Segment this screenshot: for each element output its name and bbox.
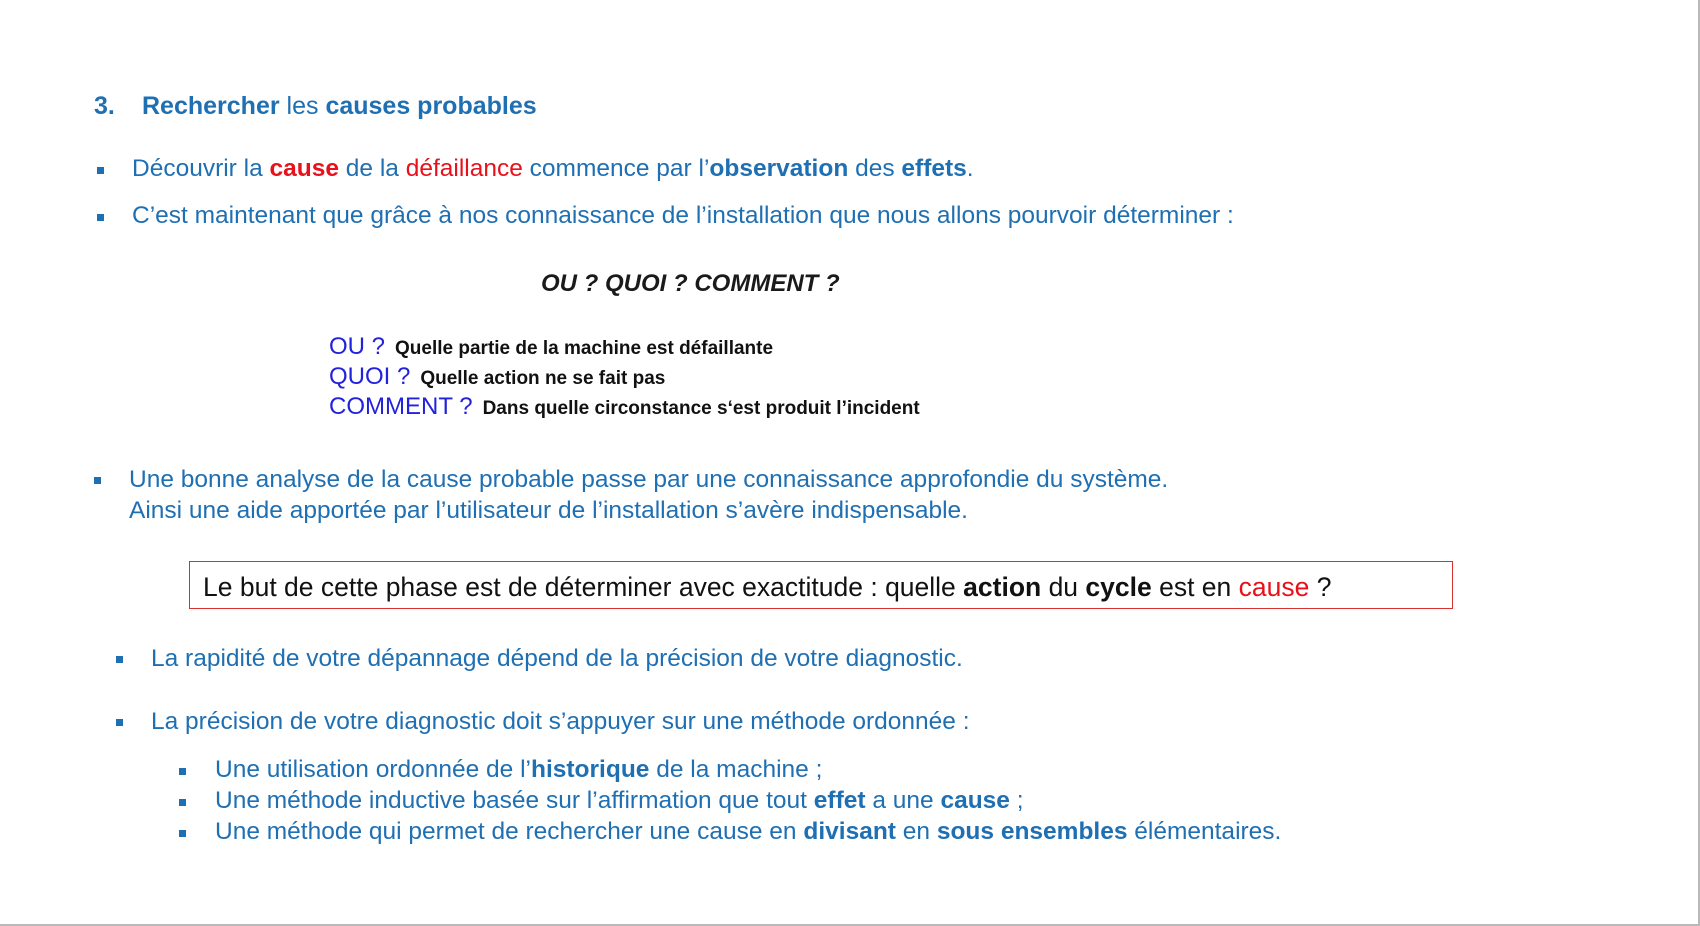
- question-row-ou: [329, 333, 773, 361]
- text-segment: .: [966, 155, 974, 182]
- question-text: Quelle partie de la machine est défaillante: [395, 338, 774, 359]
- question-label: QUOI ?: [329, 363, 411, 390]
- sub-bullet-historique: [215, 756, 822, 784]
- keyword-sous-ensembles: sous ensembles: [936, 818, 1128, 845]
- sub-bullet-marker: [179, 768, 186, 775]
- keyword-action: action: [963, 572, 1042, 602]
- bullet-marker: [97, 167, 104, 174]
- heading-number: 3.: [94, 92, 115, 120]
- sub-bullet-marker: [179, 799, 186, 806]
- question-row-quoi: [329, 363, 665, 391]
- callout-text: [203, 572, 1331, 603]
- text-segment: ;: [1009, 787, 1024, 814]
- text-segment: commence par l’: [522, 155, 710, 182]
- heading-subject: causes probables: [325, 92, 537, 120]
- keyword-cause: cause: [269, 155, 339, 182]
- keyword-effets: effets: [901, 155, 967, 182]
- heading-article: les: [279, 92, 326, 120]
- bullet-marker: [94, 477, 101, 484]
- question-text: Dans quelle circonstance s‘est produit l’incident: [482, 398, 920, 419]
- text-segment: Une utilisation ordonnée de l’: [215, 756, 531, 783]
- bullet-marker: [116, 719, 123, 726]
- bullet-marker: [97, 214, 104, 221]
- bullet-marker: [116, 656, 123, 663]
- text-segment: de la machine ;: [649, 756, 823, 783]
- question-label: OU ?: [329, 333, 386, 360]
- sub-bullet-divisant: [215, 818, 1281, 846]
- bullet-cause-observation: [132, 155, 974, 183]
- text-segment: ?: [1309, 572, 1332, 602]
- bullet-analysis-line2: Ainsi une aide apportée par l’utilisateur de l’installation s’avère indispensable.: [129, 497, 968, 524]
- keyword-cause: cause: [1238, 572, 1310, 602]
- goal-callout: [189, 561, 1453, 609]
- text-segment: Une méthode inductive basée sur l’affirmation que tout: [215, 787, 814, 814]
- text-segment: Découvrir la: [132, 155, 270, 182]
- keyword-divisant: divisant: [803, 818, 896, 845]
- sub-bullet-marker: [179, 830, 186, 837]
- heading-verb: Rechercher: [142, 92, 280, 120]
- keyword-observation: observation: [709, 155, 849, 182]
- text-segment: de la: [338, 155, 406, 182]
- question-row-comment: [329, 393, 920, 421]
- text-segment: est en: [1151, 572, 1239, 602]
- bullet-determine: C’est maintenant que grâce à nos connaissance de l’installation que nous allons pourvoir déterminer :: [132, 202, 1234, 229]
- text-segment: Le but de cette phase est de déterminer avec exactitude : quelle: [203, 572, 964, 602]
- sub-bullet-inductive: [215, 787, 1024, 815]
- keyword-historique: historique: [531, 756, 650, 783]
- question-text: Quelle action ne se fait pas: [420, 368, 666, 389]
- text-segment: en: [895, 818, 937, 845]
- keyword-cycle: cycle: [1085, 572, 1152, 602]
- section-heading: [94, 92, 537, 121]
- bullet-precision: La précision de votre diagnostic doit s’appuyer sur une méthode ordonnée :: [151, 708, 970, 735]
- question-label: COMMENT ?: [329, 393, 473, 420]
- text-segment: élémentaires.: [1127, 818, 1282, 845]
- questions-title: OU ? QUOI ? COMMENT ?: [541, 270, 840, 297]
- bullet-rapidity: La rapidité de votre dépannage dépend de la précision de votre diagnostic.: [151, 645, 963, 672]
- text-segment: du: [1041, 572, 1086, 602]
- text-segment: a une: [865, 787, 941, 814]
- keyword-effet: effet: [813, 787, 866, 814]
- keyword-defaillance: défaillance: [405, 155, 523, 182]
- keyword-cause: cause: [940, 787, 1010, 814]
- bullet-analysis-line1: Une bonne analyse de la cause probable passe par une connaissance approfondie du système.: [129, 466, 1169, 493]
- text-segment: Une méthode qui permet de rechercher une cause en: [215, 818, 804, 845]
- text-segment: des: [848, 155, 902, 182]
